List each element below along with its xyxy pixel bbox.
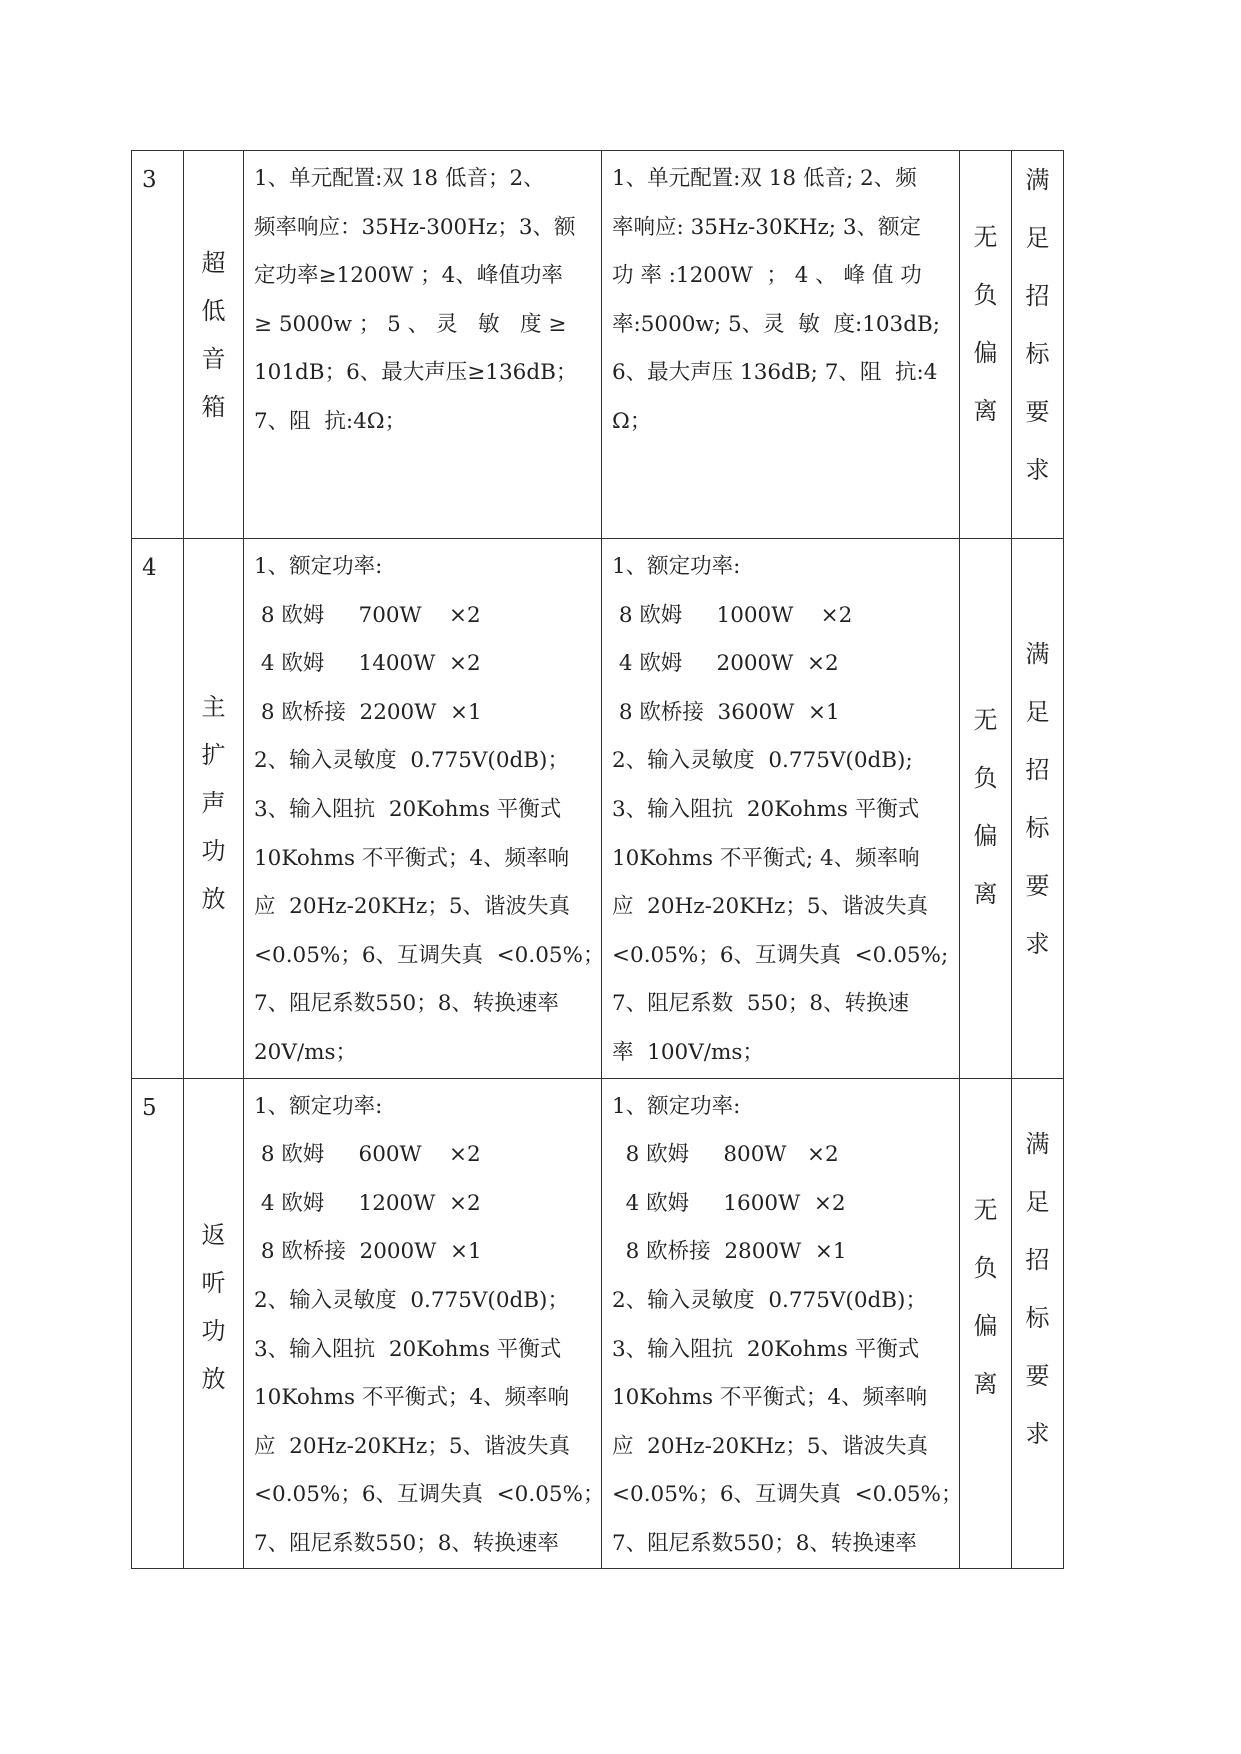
vertical-char: 离 (973, 880, 998, 908)
vertical-char: 标 (1025, 1303, 1050, 1332)
text-line: 应 20Hz-20KHz；5、谐波失真 (254, 894, 571, 920)
vertical-char: 功 (201, 837, 226, 865)
text-line: 应 20Hz-20KHz；5、谐波失真 (254, 1433, 571, 1459)
vertical-char: 偏 (973, 1311, 998, 1340)
requirement-text (244, 539, 605, 1078)
text-line: 7、阻 抗:4Ω； (254, 408, 407, 434)
text-line: 1、额定功率: (612, 1093, 741, 1119)
item-name-cell (184, 539, 244, 1079)
vertical-char: 满 (1025, 166, 1050, 194)
table-row (132, 151, 1064, 539)
requirement-cell (244, 1078, 605, 1569)
text-line: 4 欧姆 1600W ×2 (612, 1190, 846, 1216)
item-name (184, 151, 243, 431)
vertical-char: 无 (973, 1195, 998, 1224)
vertical-char: 主 (201, 693, 226, 721)
vertical-char: 满 (1025, 640, 1050, 668)
text-line: <0.05%；6、互调失真 <0.05%； (254, 1482, 605, 1508)
text-line: 20V/ms； (254, 1039, 358, 1065)
vertical-char: 返 (201, 1220, 226, 1249)
text-line: 7、阻尼系数550；8、转换速率 (254, 991, 559, 1017)
text-line: 10Kohms 不平衡式; 4、频率响 (612, 845, 920, 871)
vertical-char: 低 (201, 297, 226, 325)
text-line: 1、额定功率: (254, 1093, 383, 1119)
item-number: 5 (142, 1094, 157, 1121)
vertical-char: 超 (201, 249, 226, 277)
vertical-char: 箱 (201, 393, 226, 421)
deviation-cell (960, 539, 1012, 1079)
result-cell (1012, 1078, 1064, 1569)
text-line: 频率响应：35Hz-300Hz；3、额 (254, 214, 576, 240)
requirement-cell (244, 151, 602, 539)
item-number: 4 (142, 555, 157, 581)
text-line: 8 欧桥接 2800W ×1 (612, 1239, 847, 1265)
text-line: 1、额定功率: (254, 554, 383, 579)
text-line: 4 欧姆 1400W ×2 (254, 651, 481, 677)
vertical-char: 扩 (201, 741, 226, 769)
text-line: 应 20Hz-20KHz；5、谐波失真 (612, 1433, 929, 1459)
deviation-cell (960, 151, 1012, 539)
vertical-char: 放 (201, 885, 226, 913)
text-line: 率:5000w; 5、灵 敏 度:103dB; (612, 311, 941, 337)
text-line: 率响应: 35Hz-30KHz; 3、额定 (612, 214, 922, 240)
deviation-text (960, 1079, 1011, 1413)
vertical-char: 要 (1025, 398, 1050, 426)
text-line: 10Kohms 不平衡式；4、频率响 (612, 1385, 928, 1411)
text-line: 7、阻尼系数550；8、转换速率 (254, 1530, 559, 1556)
result-text (1012, 151, 1063, 499)
text-line: 8 欧桥接 2000W ×1 (254, 1239, 482, 1265)
result-cell (1012, 539, 1064, 1079)
vertical-char: 偏 (973, 339, 998, 367)
vertical-char: 听 (201, 1268, 226, 1297)
vertical-char: 偏 (973, 822, 998, 850)
text-line: 6、最大声压 136dB; 7、阻 抗:4 (612, 360, 938, 386)
vertical-char: 无 (973, 706, 998, 734)
result-cell (1012, 151, 1064, 539)
vertical-char: 标 (1025, 814, 1050, 842)
vertical-char: 负 (973, 764, 998, 792)
text-line: 3、输入阻抗 20Kohms 平衡式 (254, 1336, 562, 1362)
vertical-char: 满 (1025, 1129, 1050, 1158)
text-line: 2、输入灵敏度 0.775V(0dB)； (254, 1287, 569, 1313)
vertical-char: 离 (973, 1369, 998, 1398)
text-line: 8 欧桥接 3600W ×1 (612, 699, 840, 725)
text-line: 1、额定功率: (612, 554, 741, 579)
vertical-char: 招 (1025, 756, 1050, 784)
item-name (184, 539, 243, 923)
text-line: 4 欧姆 1200W ×2 (254, 1190, 481, 1216)
response-cell (602, 151, 960, 539)
text-line: 7、阻尼系数 550；8、转换速 (612, 991, 910, 1017)
text-line: <0.05%；6、互调失真 <0.05%; (612, 942, 949, 968)
item-number: 3 (142, 167, 157, 193)
requirement-text (244, 151, 601, 447)
vertical-char: 求 (1025, 456, 1050, 484)
vertical-char: 求 (1025, 1419, 1050, 1448)
text-line: 10Kohms 不平衡式；4、频率响 (254, 1385, 570, 1411)
vertical-char: 负 (973, 1253, 998, 1282)
item-name (184, 1079, 243, 1403)
result-text (1012, 539, 1063, 973)
text-line: 2、输入灵敏度 0.775V(0dB)； (612, 1287, 927, 1313)
item-number-cell (132, 1078, 184, 1569)
text-line: 8 欧姆 1000W ×2 (612, 602, 853, 628)
item-name-cell (184, 1078, 244, 1569)
text-line: 101dB；6、最大声压≥136dB； (254, 360, 578, 386)
response-text (602, 539, 959, 1078)
vertical-char: 足 (1025, 1187, 1050, 1216)
response-text (602, 151, 959, 447)
vertical-char: 离 (973, 397, 998, 425)
text-line: 4 欧姆 2000W ×2 (612, 651, 839, 677)
vertical-char: 足 (1025, 698, 1050, 726)
vertical-char: 标 (1025, 340, 1050, 368)
vertical-char: 音 (201, 345, 226, 373)
deviation-cell (960, 1078, 1012, 1569)
item-number-cell (132, 539, 184, 1079)
requirement-text (244, 1079, 605, 1569)
text-line: Ω； (612, 408, 652, 434)
vertical-char: 招 (1025, 282, 1050, 310)
vertical-char: 招 (1025, 1245, 1050, 1274)
result-text (1012, 1079, 1063, 1463)
vertical-char: 无 (973, 223, 998, 251)
text-line: 8 欧姆 600W ×2 (254, 1142, 481, 1168)
text-line: <0.05%；6、互调失真 <0.05%； (612, 1482, 963, 1508)
text-line: 功 率 :1200W ； 4 、 峰 值 功 (612, 263, 922, 289)
spec-comparison-table (131, 150, 1064, 1569)
vertical-char: 功 (201, 1316, 226, 1345)
requirement-cell (244, 539, 605, 1079)
text-line: 7、阻尼系数550；8、转换速率 (612, 1530, 917, 1556)
vertical-char: 求 (1025, 930, 1050, 958)
text-line: 1、单元配置:双 18 低音；2、 (254, 166, 545, 191)
text-line: 率 100V/ms； (612, 1039, 764, 1065)
text-line: <0.05%；6、互调失真 <0.05%； (254, 942, 605, 968)
vertical-char: 足 (1025, 224, 1050, 252)
response-cell (602, 539, 960, 1079)
text-line: 2、输入灵敏度 0.775V(0dB); (612, 748, 913, 774)
text-line: 10Kohms 不平衡式；4、频率响 (254, 845, 570, 871)
table-row (132, 1078, 1064, 1569)
item-number-cell (132, 151, 184, 539)
text-line: 8 欧姆 800W ×2 (612, 1142, 839, 1168)
vertical-char: 声 (201, 789, 226, 817)
vertical-char: 放 (201, 1364, 226, 1393)
vertical-char: 要 (1025, 872, 1050, 900)
item-name-cell (184, 151, 244, 539)
text-line: ≥ 5000w ； 5 、 灵 敏 度 ≥ (254, 311, 567, 337)
text-line: 3、输入阻抗 20Kohms 平衡式 (254, 796, 562, 822)
vertical-char: 负 (973, 281, 998, 309)
text-line: 8 欧桥接 2200W ×1 (254, 699, 482, 725)
deviation-text (960, 539, 1011, 923)
text-line: 2、输入灵敏度 0.775V(0dB)； (254, 748, 569, 774)
deviation-text (960, 151, 1011, 440)
text-line: 3、输入阻抗 20Kohms 平衡式 (612, 1336, 920, 1362)
response-text (602, 1079, 963, 1569)
text-line: 应 20Hz-20KHz；5、谐波失真 (612, 894, 929, 920)
vertical-char: 要 (1025, 1361, 1050, 1390)
response-cell (602, 1078, 963, 1569)
text-line: 1、单元配置:双 18 低音; 2、频 (612, 166, 917, 191)
text-line: 定功率≥1200W ；4、峰值功率 (254, 263, 563, 289)
text-line: 3、输入阻抗 20Kohms 平衡式 (612, 796, 920, 822)
table-row (132, 539, 1064, 1079)
text-line: 8 欧姆 700W ×2 (254, 602, 481, 628)
